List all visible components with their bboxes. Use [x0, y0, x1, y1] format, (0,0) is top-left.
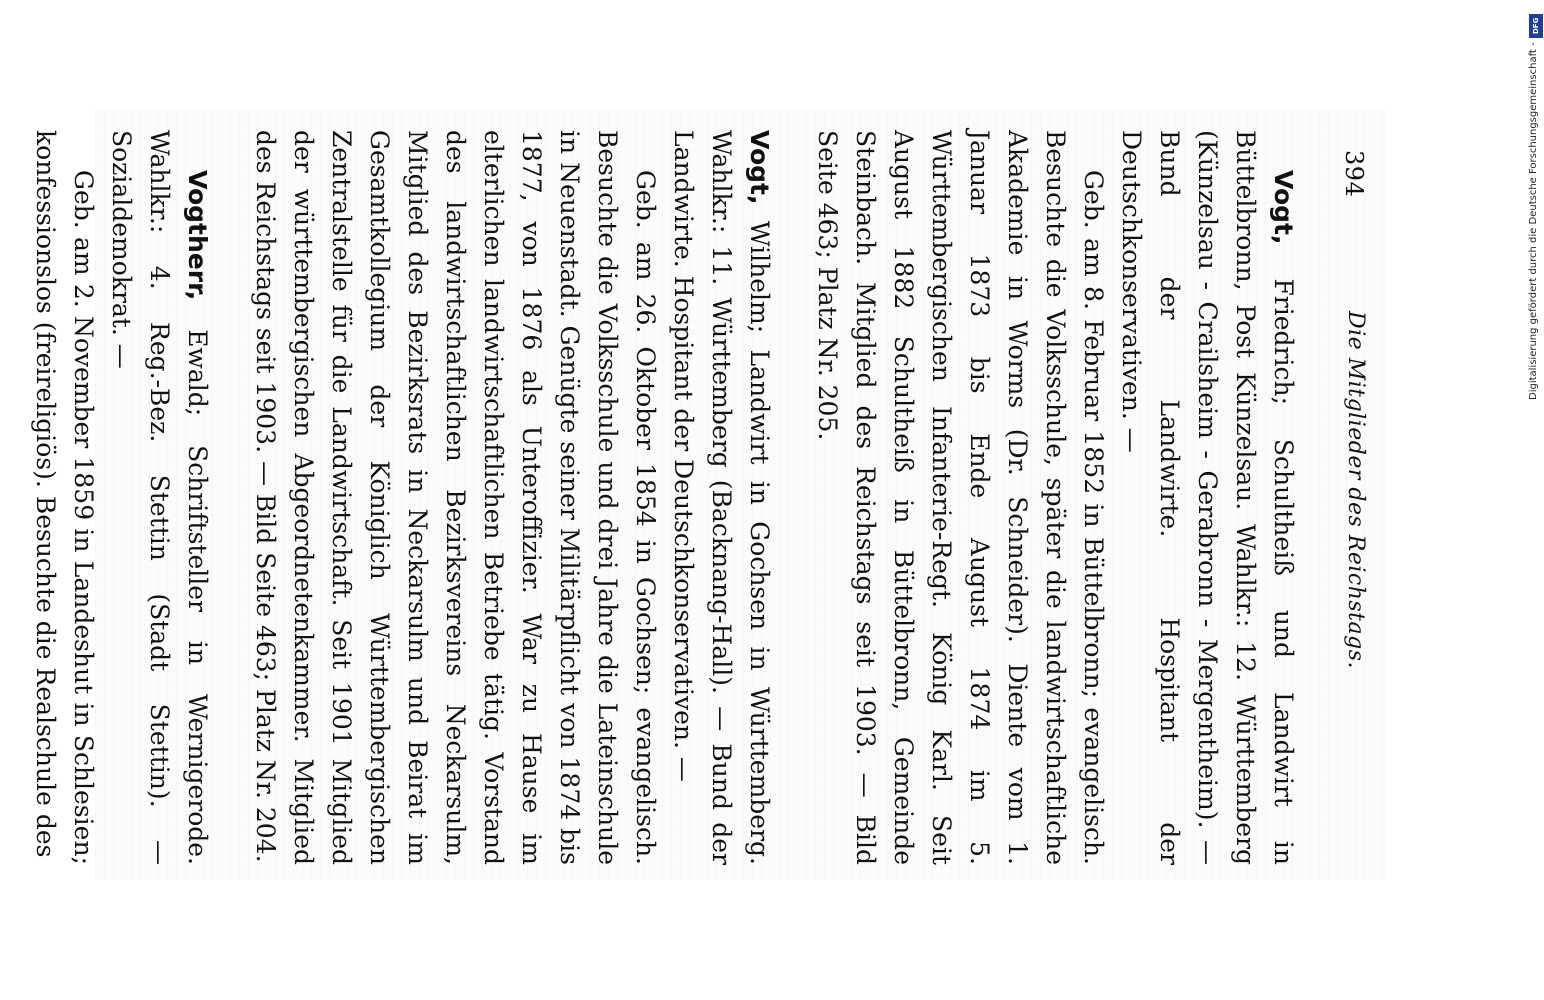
entry-intro	[664, 130, 778, 865]
entry-vogt-wilhelm	[246, 130, 778, 865]
digitization-credit	[1528, 8, 1544, 400]
entry-paragraph: Friedrich; Schultheiß und Landwirt in Büttelbronn, Post Künzelsau. Wahlkr.: 12. Württemberg (Künzelsau - Crailsheim - Gerabronn - Mergentheim). — Bund der Landwirte. Hospitant der Deutschkonservativen. —	[1117, 130, 1298, 865]
running-head	[1328, 120, 1368, 860]
page-number: 394	[1340, 150, 1368, 198]
entry-paragraph: Ewald; Schriftsteller in Wernigerode. Wahlkr.: 4. Reg.-Bez. Stettin (Stadt Stettin). — Sozialdemokrat. —	[107, 130, 212, 865]
entry-vogt-friedrich	[808, 130, 1302, 865]
running-title: Die Mitglieder des Reichstags.	[1343, 311, 1368, 669]
entry-name: Vogtherr,	[183, 170, 212, 301]
entry-paragraph: Geb. am 2. November 1859 in Landeshut in Schlesien; konfessionslos (freireligiös). Besuchte die Realschule des	[31, 130, 98, 865]
entry-name: Vogt,	[745, 130, 774, 205]
entry-intro	[102, 130, 216, 865]
entry-intro	[1112, 130, 1302, 865]
entry-paragraph: Wilhelm; Landwirt in Gochsen in Württemberg. Wahlkr.: 11. Württemberg (Backnang-Hall). — Bund der Landwirte. Hospitant der Deutschkonservativen. —	[669, 130, 774, 865]
credit-text: Digitalisierung gefördert durch die Deutsche Forschungsgemeinschaft -	[1528, 42, 1539, 400]
text-block	[0, 130, 1302, 865]
entry-paragraph: Geb. am 8. Februar 1852 in Büttelbronn; evangelisch. Besuchte die Volksschule, später die landwirtschaftliche Akademie in Worms (Dr. Schneider). Diente vom 1. Januar 1873 bis Ende August 1874 im 5. Württembergischen Infanterie-Regt. König Karl. Seit August 1882 Schultheiß in Büttelbronn, Gemeinde Steinbach. Mitglied des Reichstags seit 1903. — Bild Seite 463; Platz Nr. 205.	[813, 130, 1108, 865]
entry-name: Vogt,	[1269, 170, 1298, 245]
entry-vogtherr-ewald	[26, 130, 216, 865]
dfg-logo-icon: DFG	[1529, 14, 1543, 38]
rotated-page-content	[31, 120, 1380, 880]
entry-paragraph: Geb. am 26. Oktober 1854 in Gochsen; evangelisch. Besuchte die Volksschule und drei Jahre die Lateinschule in Neuenstadt. Genügte seiner Militärpflicht von 1874 bis 1877, von 1876 als Unteroffizier. War zu Hause im elterlichen landwirtschaftlichen Betriebe tätig. Vorstand des landwirtschaftlichen Bezirksvereins Neckarsulm, Mitglied des Bezirksrats in Neckarsulm und Beirat im Gesamtkollegium der Königlich Württembergischen Zentralstelle für die Landwirtschaft. Seit 1901 Mitglied der württembergischen Abgeordnetenkammer. Mitglied des Reichstags seit 1903. — Bild Seite 463; Platz Nr. 204.	[251, 130, 660, 865]
